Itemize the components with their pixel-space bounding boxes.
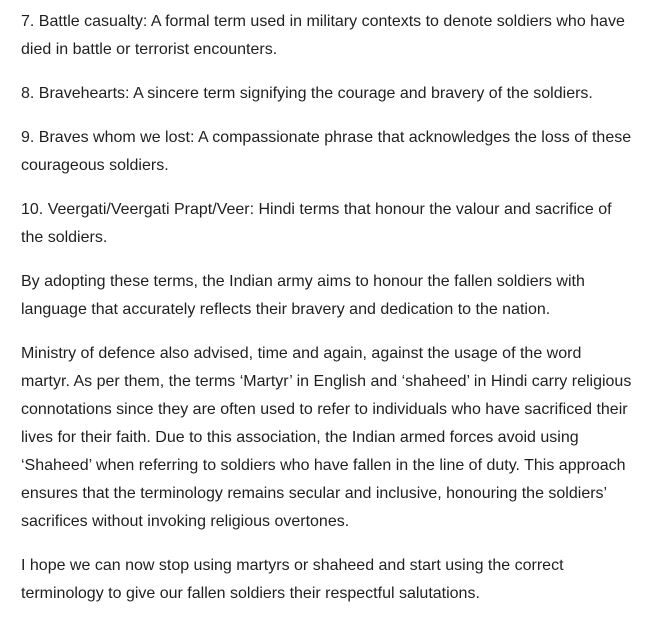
summary-paragraph: By adopting these terms, the Indian army aims to honour the fallen soldiers with language that accurately reflects their bravery and dedication to the nation.	[21, 273, 585, 318]
list-item-bravehearts: 8. Bravehearts: A sincere term signifying the courage and bravery of the soldiers.	[21, 85, 593, 102]
list-item-battle-casualty: 7. Battle casualty: A formal term used in military contexts to denote soldiers who have died in battle or terrorist encounters.	[21, 13, 625, 58]
list-item-braves-whom-we-lost: 9. Braves whom we lost: A compassionate phrase that acknowledges the loss of these courageous soldiers.	[21, 129, 632, 174]
list-item-veergati: 10. Veergati/Veergati Prapt/Veer: Hindi terms that honour the valour and sacrifice of the soldiers.	[21, 201, 612, 246]
closing-paragraph: I hope we can now stop using martyrs or shaheed and start using the correct terminology to give our fallen soldiers their respectful salutations.	[21, 557, 564, 602]
ministry-paragraph: Ministry of defence also advised, time and again, against the usage of the word martyr. As per them, the terms ‘Martyr’ in English and ‘shaheed’ in Hindi carry religious connotations since they are often used to refer to individuals who have sacrificed their lives for their faith. Due to this association, the Indian armed forces avoid using ‘Shaheed’ when referring to soldiers who have fallen in the line of duty. This approach ensures that the terminology remains secular and inclusive, honouring the soldiers’ sacrifices without invoking religious overtones.	[21, 345, 632, 530]
